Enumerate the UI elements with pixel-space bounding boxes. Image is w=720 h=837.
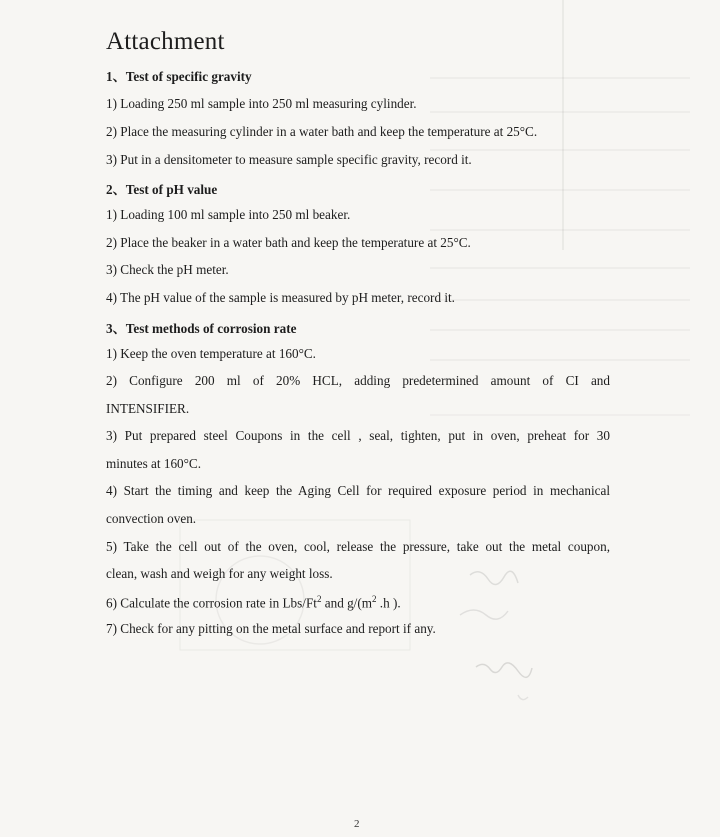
step-line: 2) Configure 200 ml of 20% HCL, adding predetermined amount of CI and [106,373,610,388]
step-line: minutes at 160°C. [106,456,202,471]
superscript: 2 [372,594,377,604]
section-heading-specific-gravity: 1、Test of specific gravity [106,69,252,84]
step-line: 3) Put in a densitometer to measure sample specific gravity, record it. [106,152,472,167]
step-text: 6) Calculate the corrosion rate in Lbs/Ft [106,595,317,611]
step-line: 1) Loading 250 ml sample into 250 ml measuring cylinder. [106,96,417,111]
section-heading-corrosion-rate: 3、Test methods of corrosion rate [106,321,297,336]
step-line: 1) Keep the oven temperature at 160°C. [106,346,316,361]
step-line: clean, wash and weigh for any weight loss. [106,566,333,581]
superscript: 2 [316,594,322,604]
document-title: Attachment [106,28,225,55]
step-line: INTENSIFIER. [106,401,190,416]
step-line: 4) The pH value of the sample is measured by pH meter, record it. [106,290,455,305]
signature-show-through [440,555,620,715]
step-line: convection oven. [106,511,197,526]
step-line: 1) Loading 100 ml sample into 250 ml beaker. [106,207,351,222]
step-text: .h ). [376,595,401,611]
step-line: 2) Place the beaker in a water bath and keep the temperature at 25°C. [106,235,471,250]
step-text: and g/(m [321,595,372,611]
step-line: 7) Check for any pitting on the metal surface and report if any. [106,621,436,636]
step-line: 5) Take the cell out of the oven, cool, release the pressure, take out the metal coupon, [106,539,610,554]
step-line: 3) Check the pH meter. [106,262,229,277]
step-line: 3) Put prepared steel Coupons in the cell , seal, tighten, put in oven, preheat for 30 [106,428,610,443]
step-line-corrosion-units [106,594,401,611]
step-line: 4) Start the timing and keep the Aging Cell for required exposure period in mechanical [106,483,610,498]
step-line: 2) Place the measuring cylinder in a water bath and keep the temperature at 25°C. [106,124,538,139]
page-number: 2 [354,818,360,830]
section-heading-ph-value: 2、Test of pH value [106,182,218,197]
